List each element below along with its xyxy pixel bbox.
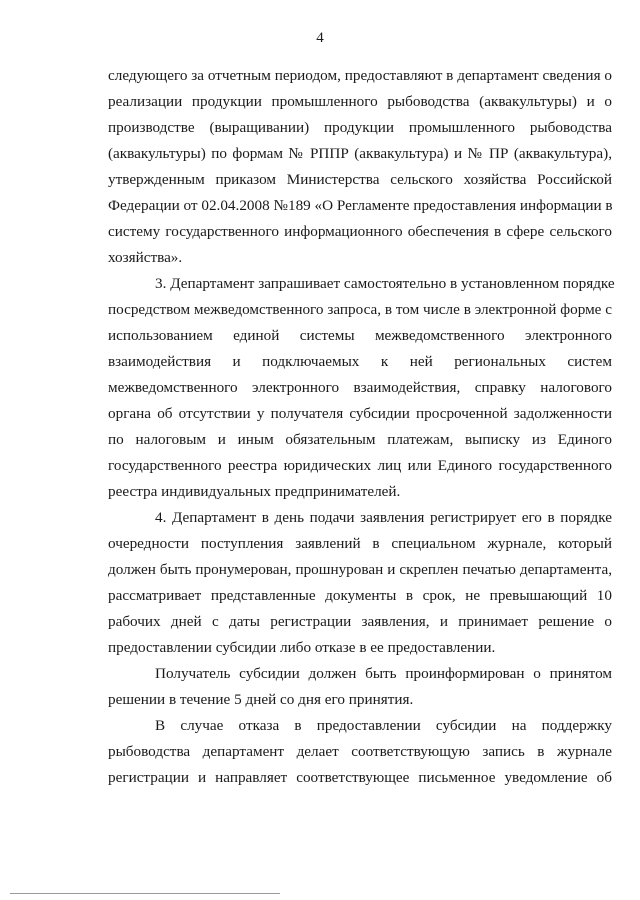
text-line: должен быть пронумерован, прошнурован и скреплен печатью департамента, [108, 561, 612, 578]
text-line: государственного реестра юридических лиц или Единого государственного [108, 457, 612, 474]
document-body [108, 66, 615, 794]
text-line: межведомственного электронного взаимодействия, справку налогового [108, 379, 612, 396]
text-line: следующего за отчетным периодом, предоставляют в департамент сведения о [108, 67, 612, 84]
text-line: органа об отсутствии у получателя субсидии просроченной задолженности [108, 405, 612, 422]
text-line: производстве (выращивании) продукции промышленного рыбоводства [108, 119, 612, 136]
paragraph-first-line: 4. Департамент в день подачи заявления регистрирует его в порядке [155, 509, 612, 526]
text-line: по налоговым и иным обязательным платежам, выписку из Единого [108, 431, 612, 448]
text-line: посредством межведомственного запроса, в том числе в электронной форме с [108, 301, 612, 318]
text-line: использованием единой системы межведомственного электронного [108, 327, 612, 344]
text-line: (аквакультуры) по формам № РППР (аквакультура) и № ПР (аквакультура), [108, 145, 612, 162]
text-line: регистрации и направляет соответствующее письменное уведомление об [108, 769, 612, 786]
text-line: Федерации от 02.04.2008 №189 «О Регламенте предоставления информации в [108, 197, 613, 214]
text-line: рассматривает представленные документы в срок, не превышающий 10 [108, 587, 612, 604]
text-line: хозяйства». [108, 249, 183, 266]
footer-divider [10, 893, 280, 894]
paragraph-first-line: Получатель субсидии должен быть проинформирован о принятом [155, 665, 612, 682]
text-line: утвержденным приказом Министерства сельского хозяйства Российской [108, 171, 612, 188]
text-line: предоставлении субсидии либо отказе в ее предоставлении. [108, 639, 496, 656]
paragraph-first-line: В случае отказа в предоставлении субсидии на поддержку [155, 717, 612, 734]
text-line: систему государственного информационного обеспечения в сфере сельского [108, 223, 612, 240]
text-line: решении в течение 5 дней со дня его принятия. [108, 691, 414, 708]
text-line: реестра индивидуальных предпринимателей. [108, 483, 401, 500]
text-line: взаимодействия и подключаемых к ней региональных систем [108, 353, 612, 370]
page-number: 4 [316, 30, 324, 46]
paragraph-first-line: 3. Департамент запрашивает самостоятельно в установленном порядке [155, 275, 615, 292]
text-line: рабочих дней с даты регистрации заявления, и принимает решение о [108, 613, 612, 630]
text-line: реализации продукции промышленного рыбоводства (аквакультуры) и о [108, 93, 612, 110]
text-line: рыбоводства департамент делает соответствующую запись в журнале [108, 743, 612, 760]
text-line: очередности поступления заявлений в специальном журнале, который [108, 535, 612, 552]
